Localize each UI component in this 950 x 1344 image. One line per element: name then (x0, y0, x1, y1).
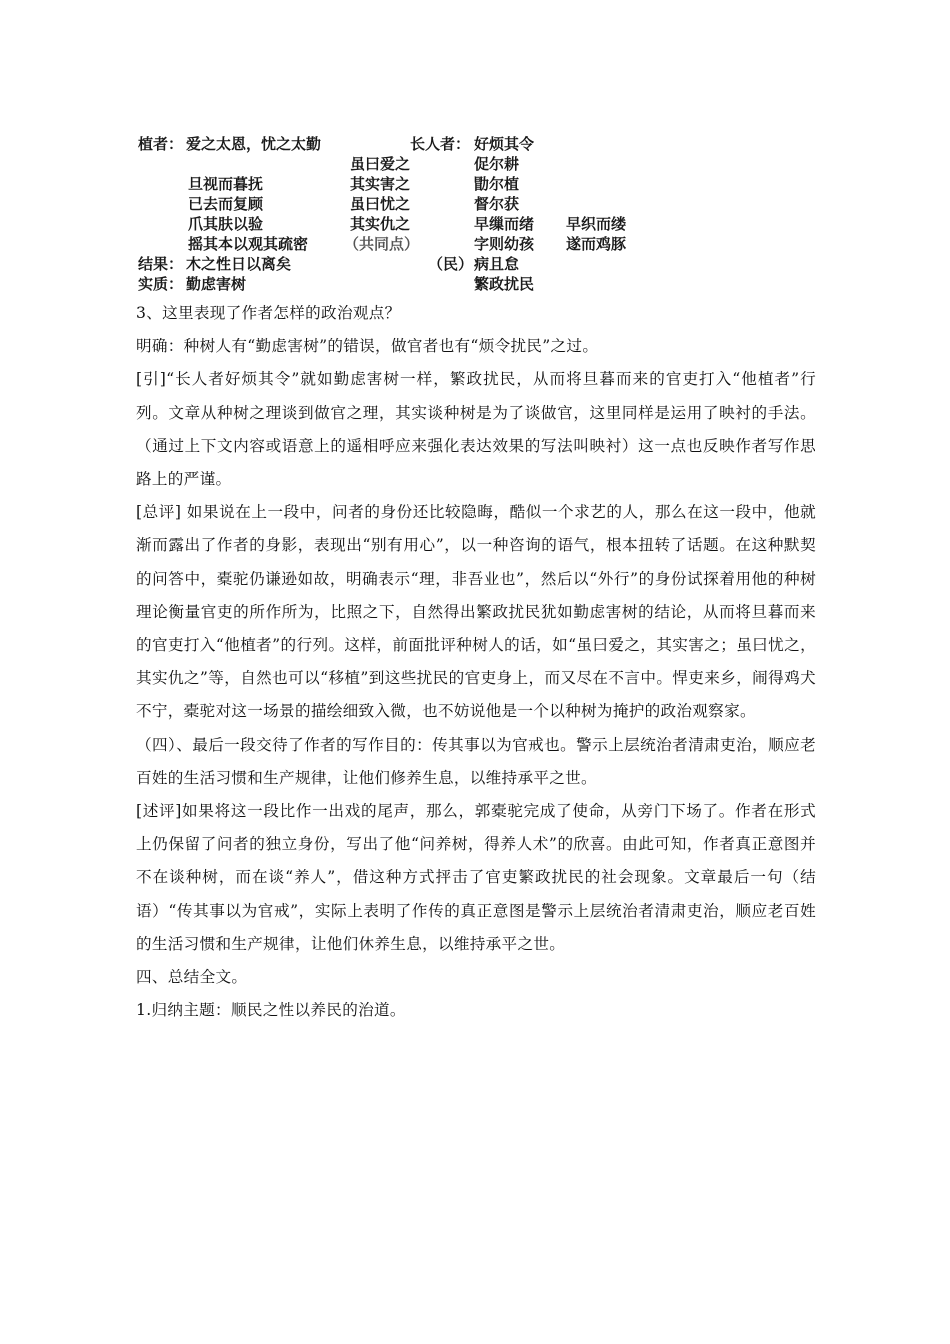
people-label: （民） (428, 255, 474, 273)
elder-label: 长人者： (410, 135, 471, 153)
planter-desc: 爱之太恩，忧之太勤 (186, 135, 322, 153)
review-paragraph: [总评] 如果说在上一段中，问者的身份还比较隐晦，酷似一个求艺的人，那么在这一段中，他就渐而露出了作者的身影，表现出“别有用心”，以一种咨询的语气，根本扭转了话题。在这种默契的问答中，橐驼仍谦逊如故，明确表示“理，非吾业也”，然后以“外行”的身份试探着用他的种树理论衡量官吏的所作所为，比照之下，自然得出繁政扰民犹如勤虑害树的结论，从而将旦暮而来的官吏打入“他植者”的行列。这样，前面批评种树人的话，如“虽曰爱之，其实害之；虽曰忧之，其实仇之”等，自然也可以“移植”到这些扰民的官吏身上，而又尽在不言中。悍吏来乡，闹得鸡犬不宁，橐驼对这一场景的描绘细致入微，也不妨说他是一个以种树为掩护的政治观察家。 (136, 503, 816, 721)
contrast-item: 虽曰忧之 (350, 195, 411, 213)
comparison-figure (138, 128, 658, 294)
essence-text: 勤虑害树 (186, 275, 247, 293)
planter-item: 爪其肤以验 (188, 215, 264, 233)
result-text: 木之性日以离矣 (186, 255, 292, 273)
article-body (136, 297, 816, 1027)
summary-heading: 四、总结全文。 (136, 968, 248, 987)
question-heading: 3、这里表现了作者怎样的政治观点？ (136, 304, 401, 322)
common-point-label: （共同点） (344, 235, 420, 253)
elder-desc: 好烦其令 (474, 135, 535, 153)
elder-item: 促尔耕 (474, 155, 520, 173)
contrast-item: 虽曰爱之 (350, 155, 411, 173)
contrast-item: 其实仇之 (350, 215, 411, 233)
elder-item: 早织而缕 (566, 215, 627, 233)
section-four-paragraph: （四）、最后一段交待了作者的写作目的：传其事以为官戒也。警示上层统治者清肃吏治，顺应老百姓的生活习惯和生产规律，让他们修养生息，以维持承平之世。 (136, 735, 816, 787)
elder-item: 督尔获 (474, 195, 520, 213)
essence-label: 实质： (138, 275, 184, 293)
planter-label: 植者： (138, 135, 184, 153)
planter-item: 摇其本以观其疏密 (188, 235, 309, 253)
elder-item: 遂而鸡豚 (566, 235, 627, 253)
intro-paragraph: [引]“长人者好烦其令”就如勤虑害树一样，繁政扰民，从而将旦暮而来的官吏打入“他植者”行列。文章从种树之理谈到做官之理，其实谈种树是为了谈做官，这里同样是运用了映衬的手法。（通过上下文内容或语意上的遥相呼应来强化表达效果的写法叫映衬）这一点也反映作者写作思路上的严谨。 (136, 370, 816, 489)
people-result: 病且怠 (474, 255, 520, 273)
elder-item: 早缫而绪 (474, 215, 535, 233)
contrast-item: 其实害之 (350, 175, 411, 193)
elder-item: 字则幼孩 (474, 235, 535, 253)
result-label: 结果： (138, 255, 184, 273)
commentary-paragraph: [述评]如果将这一段比作一出戏的尾声，那么，郭橐驼完成了使命，从旁门下场了。作者在形式上仍保留了问者的独立身份，写出了他“问养树，得养人术”的欣喜。由此可知，作者真正意图并不在谈种树，而在谈“养人”，借这种方式抨击了官吏繁政扰民的社会现象。文章最后一句（结语）“传其事以为官戒”，实际上表明了作传的真正意图是警示上层统治者清肃吏治，顺应老百姓的生活习惯和生产规律，让他们休养生息，以维持承平之世。 (136, 802, 816, 953)
planter-item: 旦视而暮抚 (188, 175, 264, 193)
elder-essence: 繁政扰民 (474, 275, 535, 293)
elder-item: 勖尔植 (474, 175, 520, 193)
answer-paragraph: 明确：种树人有“勤虑害树”的错误，做官者也有“烦令扰民”之过。 (136, 337, 599, 356)
theme-paragraph: 1.归纳主题：顺民之性以养民的治道。 (136, 1001, 406, 1020)
planter-item: 已去而复顾 (188, 195, 264, 213)
